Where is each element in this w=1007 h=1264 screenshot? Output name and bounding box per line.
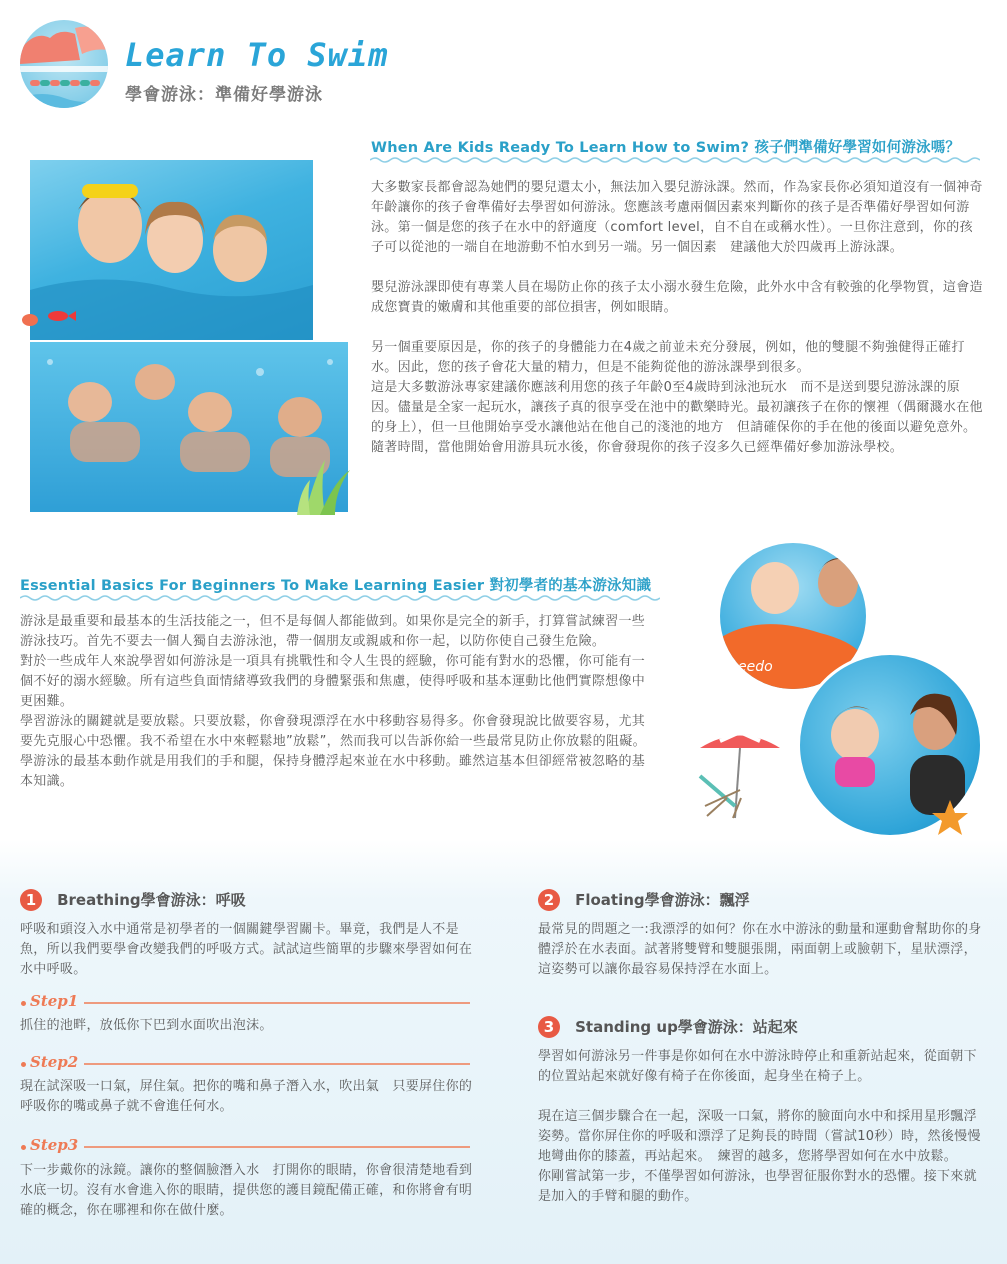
standing-body [538, 1047, 990, 1207]
step2-text: 現在試深吸一口氣，屏住氣。把你的嘴和鼻子潛入水，吹出氣 只要屏住你的呼吸你的嘴或鼻子就不會進任何水。 [20, 1079, 473, 1114]
site-subtitle: 學會游泳：準備好學游泳 [125, 85, 323, 105]
section2-heading: Essential Basics For Beginners To Make Learning Easier 對初學者的基本游泳知識 [20, 578, 652, 594]
step2-bullet-icon [21, 1062, 26, 1067]
step1-text: 抓住的池畔，放低你下巴到水面吹出泡沫。 [20, 1018, 273, 1033]
starfish-icon [930, 798, 970, 838]
floating-title: Floating學會游泳：飄浮 [575, 891, 750, 909]
section1-heading: When Are Kids Ready To Learn How to Swim? 孩子們準備好學習如何游泳嗎？ [371, 140, 961, 156]
standing-paragraph-2: 現在這三個步驟合在一起，深吸一口氣，將你的臉面向水中和採用星形飄浮姿勢。當你屏住你的呼吸和漂浮了足夠長的時間（嘗試10秒）時，然後慢慢地彎曲你的膝蓋，再站起來。 練習的越多，您將學習如何在水中放鬆。 [538, 1109, 981, 1164]
step3-text: 下一步戴你的泳鏡。讓你的整個臉潛入水 打開你的眼睛，你會很清楚地看到水底一切。沒有水會進入你的眼睛，提供您的護目鏡配備正確，和你將會有明確的概念，你在哪裡和你在做什麼。 [20, 1163, 473, 1218]
breathing-intro: 呼吸和頭沒入水中通常是初學者的一個關鍵學習關卡。畢竟，我們是人不是魚，所以我們要學會改變我們的呼吸方式。試試這些簡單的步驟來學習如何在水中呼吸。 [20, 922, 473, 977]
step3-label: Step3 [30, 1136, 79, 1154]
section2-paragraph-3: 學習游泳的關鍵就是要放鬆。只要放鬆，你會發現漂浮在水中移動容易得多。你會發現說比做要容易，尤其要先克服心中恐懼。我不希望在水中來輕鬆地”放鬆”，然而我可以告訴你給一些最常見防止你放鬆的阻礙。 [20, 714, 646, 749]
section2-paragraph-1: 游泳是最重要和最基本的生活技能之一，但不是每個人都能做到。如果你是完全的新手，打算嘗試練習一些游泳技巧。首先不要去一個人獨自去游泳池，帶一個朋友或親戚和你一起，以防你使自己發生危險。 [20, 614, 646, 649]
step3-bullet-icon [21, 1145, 26, 1150]
breathing-number-badge: 1 [20, 889, 42, 911]
step2-divider [84, 1063, 470, 1065]
step2-label: Step2 [30, 1053, 79, 1071]
standing-heading [538, 1016, 798, 1038]
step1-divider [84, 1002, 470, 1004]
step1-bullet-icon [21, 1001, 26, 1006]
section1-wave-divider [370, 156, 980, 164]
section1-paragraph-3a: 另一個重要原因是，你的孩子的身體能力在4歲之前並未充分發展，例如，他的雙腿不夠強健得正確打水。因此，您的孩子會花大量的精力，但是不能夠從他的游泳課學到很多。 [371, 340, 965, 375]
breathing-title: Breathing學會游泳：呼吸 [57, 891, 246, 909]
floating-heading [538, 889, 750, 911]
section2-body [20, 612, 650, 792]
logo-badge [20, 20, 108, 108]
floating-number-badge: 2 [538, 889, 560, 911]
section1-paragraph-2: 嬰兒游泳課即使有專業人員在場防止你的孩子太小溺水發生危險，此外水中含有較強的化學物質，這會造成您寶貴的嫩膚和其他重要的部位損害，例如眼睛。 [371, 280, 983, 315]
beach-chair-umbrella-icon [695, 728, 785, 823]
site-title: Learn To Swim [125, 36, 389, 74]
ring-brand-text: eedo [738, 659, 773, 675]
standing-paragraph-1: 學習如何游泳另一件事是你如何在水中游泳時停止和重新站起來，從面朝下的位置站起來就好像有椅子在你後面，起身坐在椅子上。 [538, 1049, 977, 1084]
standing-paragraph-3: 你剛嘗試第一步，不僅學習如何游泳，也學習征服你對水的恐懼。接下來就是加入的手臂和腿的動作。 [538, 1169, 977, 1204]
floating-text: 最常見的問題之一:我漂浮的如何？你在水中游泳的動量和運動會幫助你的身體浮於在水表面。試著將雙臂和雙腿張開，兩面朝上或臉朝下，星狀漂浮，這姿勢可以讓你最容易保持浮在水面上。 [538, 922, 982, 977]
grass-decoration-icon [295, 455, 355, 515]
section2-wave-divider [20, 594, 660, 602]
section2-paragraph-4: 學游泳的最基本動作就是用我们的手和腿，保持身體浮起來並在水中移動。雖然這基本但卻經常被忽略的基本知識。 [20, 754, 646, 789]
standing-number-badge: 3 [538, 1016, 560, 1038]
section1-paragraph-3b: 這是大多數游泳專家建議你應該利用您的孩子年齡0至4歲時到泳池玩水 而不是送到嬰兒游泳課的原因。儘量是全家一起玩水，讓孩子真的很享受在池中的歡樂時光。最初讓孩子在你的懷裡（偶爾濺水在他的身上），但一旦他開始享受水讓他站在他自己的淺池的地方 但請確保你的手在他的後面以避免意外。隨著時間，當他開始會用游具玩水後，你會發現你的孩子沒多久已經準備好參加游泳學校。 [371, 380, 983, 455]
step1-label: Step1 [30, 992, 79, 1010]
standing-title: Standing up學會游泳：站起來 [575, 1018, 798, 1036]
section1-body [371, 178, 983, 458]
section1-paragraph-1: 大多數家長都會認為她們的嬰兒還太小，無法加入嬰兒游泳課。然而，作為家長你必須知道沒有一個神奇年齡讓你的孩子會準備好去學習如何游泳。您應該考慮兩個因素來判斷你的孩子是否準備好學習如何游泳。第一個是您的孩子在水中的舒適度（comfort level，自不自在或稱水性）。一旦你注意到，你的孩子可以從池的一端自在地游動不怕水到另一端。另一個因素 建議他大於四歲再上游泳課。 [371, 180, 983, 255]
step3-divider [84, 1146, 470, 1148]
logo-art [20, 20, 108, 108]
breathing-heading [20, 889, 246, 911]
section2-paragraph-2: 對於一些成年人來說學習如何游泳是一項具有挑戰性和令人生畏的經驗，你可能有對水的恐懼，你可能有一個不好的溺水經驗。所有這些負面情緒導致我們的身體緊張和焦慮，使得呼吸和基本運動比他們實際想像中更困難。 [20, 654, 646, 709]
fish-icon [18, 300, 78, 330]
